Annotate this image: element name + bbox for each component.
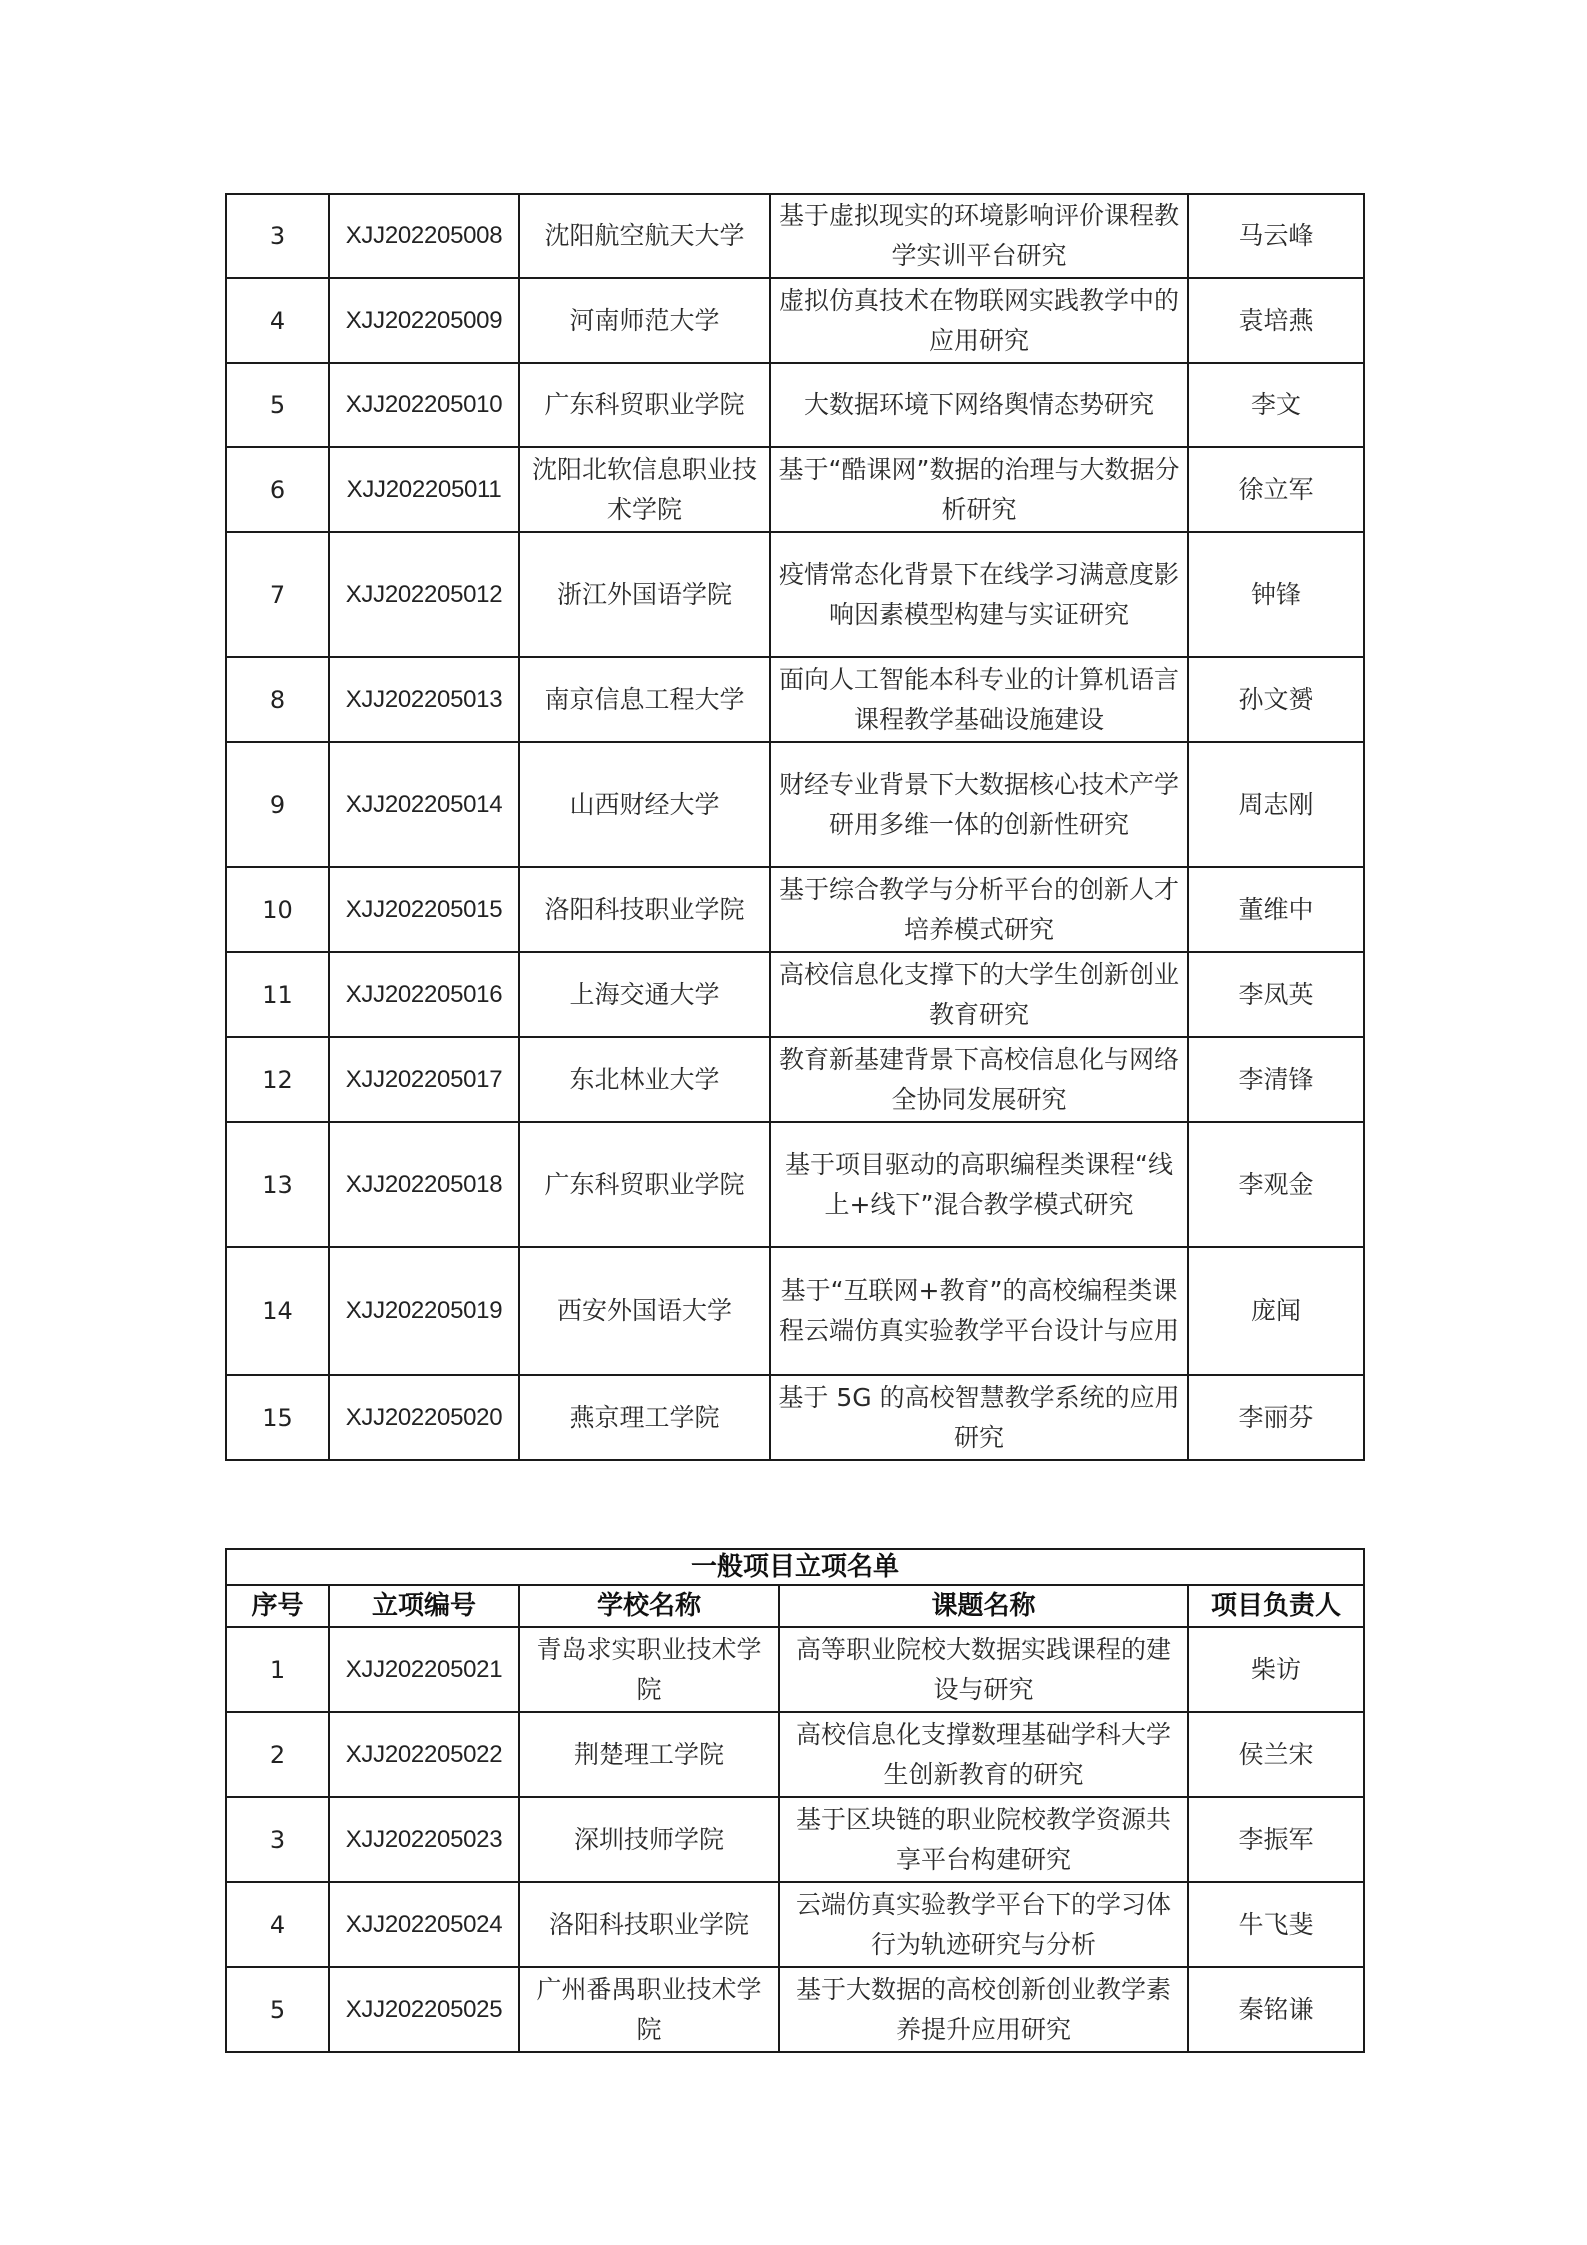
table-row [226,742,1364,867]
school-name-cell: 西安外国语大学 [519,1247,770,1375]
project-code-cell: XJJ202205018 [329,1122,519,1247]
project-code-cell: XJJ202205011 [329,447,519,532]
school-name-cell: 浙江外国语学院 [519,532,770,657]
topic-name-cell: 基于综合教学与分析平台的创新人才培养模式研究 [770,867,1188,952]
project-code-cell: XJJ202205010 [329,363,519,447]
project-code-cell: XJJ202205017 [329,1037,519,1122]
project-leader-cell: 周志刚 [1188,742,1364,867]
project-code-cell: XJJ202205008 [329,194,519,278]
project-leader-cell: 袁培燕 [1188,278,1364,363]
project-code-cell: XJJ202205014 [329,742,519,867]
table-row [226,447,1364,532]
topic-name-cell: 基于虚拟现实的环境影响评价课程教学实训平台研究 [770,194,1188,278]
table-title: 一般项目立项名单 [226,1549,1364,1585]
school-name-cell: 青岛求实职业技术学院 [519,1627,779,1712]
school-name-cell: 沈阳北软信息职业技术学院 [519,447,770,532]
header-serial-number: 序号 [226,1585,329,1627]
header-topic-name: 课题名称 [779,1585,1188,1627]
serial-number-cell: 10 [226,867,329,952]
serial-number-cell: 11 [226,952,329,1037]
project-code-cell: XJJ202205019 [329,1247,519,1375]
project-leader-cell: 徐立军 [1188,447,1364,532]
project-code-cell: XJJ202205020 [329,1375,519,1460]
project-code-cell: XJJ202205025 [329,1967,519,2052]
header-project-code: 立项编号 [329,1585,519,1627]
project-code-cell: XJJ202205013 [329,657,519,742]
project-leader-cell: 李凤英 [1188,952,1364,1037]
project-code-cell: XJJ202205012 [329,532,519,657]
project-leader-cell: 李观金 [1188,1122,1364,1247]
serial-number-cell: 4 [226,278,329,363]
table-row [226,278,1364,363]
table-row [226,657,1364,742]
project-leader-cell: 李振军 [1188,1797,1364,1882]
topic-name-cell: 基于 5G 的高校智慧教学系统的应用研究 [770,1375,1188,1460]
table-header-row [226,1585,1364,1627]
project-leader-cell: 钟锋 [1188,532,1364,657]
school-name-cell: 上海交通大学 [519,952,770,1037]
topic-name-cell: 虚拟仿真技术在物联网实践教学中的应用研究 [770,278,1188,363]
table-row [226,532,1364,657]
project-leader-cell: 牛飞斐 [1188,1882,1364,1967]
serial-number-cell: 3 [226,1797,329,1882]
school-name-cell: 深圳技师学院 [519,1797,779,1882]
header-school-name: 学校名称 [519,1585,779,1627]
school-name-cell: 洛阳科技职业学院 [519,867,770,952]
table-row [226,867,1364,952]
topic-name-cell: 大数据环境下网络舆情态势研究 [770,363,1188,447]
serial-number-cell: 5 [226,363,329,447]
serial-number-cell: 6 [226,447,329,532]
topic-name-cell: 财经专业背景下大数据核心技术产学研用多维一体的创新性研究 [770,742,1188,867]
table-row [226,1967,1364,2052]
school-name-cell: 河南师范大学 [519,278,770,363]
project-leader-cell: 李清锋 [1188,1037,1364,1122]
project-leader-cell: 柴访 [1188,1627,1364,1712]
serial-number-cell: 8 [226,657,329,742]
project-code-cell: XJJ202205015 [329,867,519,952]
topic-name-cell: 面向人工智能本科专业的计算机语言课程教学基础设施建设 [770,657,1188,742]
topic-name-cell: 教育新基建背景下高校信息化与网络全协同发展研究 [770,1037,1188,1122]
serial-number-cell: 12 [226,1037,329,1122]
table-row [226,952,1364,1037]
topic-name-cell: 基于项目驱动的高职编程类课程“线上+线下”混合教学模式研究 [770,1122,1188,1247]
school-name-cell: 沈阳航空航天大学 [519,194,770,278]
serial-number-cell: 7 [226,532,329,657]
serial-number-cell: 9 [226,742,329,867]
table-row [226,194,1364,278]
school-name-cell: 南京信息工程大学 [519,657,770,742]
topic-name-cell: 疫情常态化背景下在线学习满意度影响因素模型构建与实证研究 [770,532,1188,657]
project-leader-cell: 侯兰宋 [1188,1712,1364,1797]
school-name-cell: 广东科贸职业学院 [519,1122,770,1247]
project-leader-cell: 董维中 [1188,867,1364,952]
header-project-leader: 项目负责人 [1188,1585,1364,1627]
topic-name-cell: 高等职业院校大数据实践课程的建设与研究 [779,1627,1188,1712]
topic-name-cell: 高校信息化支撑下的大学生创新创业教育研究 [770,952,1188,1037]
project-code-cell: XJJ202205022 [329,1712,519,1797]
table-row [226,1037,1364,1122]
topic-name-cell: 云端仿真实验教学平台下的学习体行为轨迹研究与分析 [779,1882,1188,1967]
school-name-cell: 山西财经大学 [519,742,770,867]
project-code-cell: XJJ202205021 [329,1627,519,1712]
table-title-row [226,1549,1364,1585]
serial-number-cell: 3 [226,194,329,278]
project-code-cell: XJJ202205023 [329,1797,519,1882]
school-name-cell: 广州番禺职业技术学院 [519,1967,779,2052]
school-name-cell: 燕京理工学院 [519,1375,770,1460]
table-row [226,1247,1364,1375]
table-row [226,1712,1364,1797]
school-name-cell: 荆楚理工学院 [519,1712,779,1797]
topic-name-cell: 基于“互联网+教育”的高校编程类课程云端仿真实验教学平台设计与应用 [770,1247,1188,1375]
project-leader-cell: 秦铭谦 [1188,1967,1364,2052]
project-leader-cell: 马云峰 [1188,194,1364,278]
project-table-continued [225,193,1365,1461]
project-leader-cell: 李丽芬 [1188,1375,1364,1460]
serial-number-cell: 2 [226,1712,329,1797]
table-row [226,1122,1364,1247]
school-name-cell: 东北林业大学 [519,1037,770,1122]
topic-name-cell: 基于“酷课网”数据的治理与大数据分析研究 [770,447,1188,532]
project-code-cell: XJJ202205009 [329,278,519,363]
project-leader-cell: 孙文赟 [1188,657,1364,742]
serial-number-cell: 4 [226,1882,329,1967]
topic-name-cell: 高校信息化支撑数理基础学科大学生创新教育的研究 [779,1712,1188,1797]
school-name-cell: 广东科贸职业学院 [519,363,770,447]
topic-name-cell: 基于大数据的高校创新创业教学素养提升应用研究 [779,1967,1188,2052]
serial-number-cell: 13 [226,1122,329,1247]
school-name-cell: 洛阳科技职业学院 [519,1882,779,1967]
general-project-table [225,1548,1365,2053]
serial-number-cell: 15 [226,1375,329,1460]
serial-number-cell: 1 [226,1627,329,1712]
serial-number-cell: 14 [226,1247,329,1375]
table-row [226,363,1364,447]
table-row [226,1627,1364,1712]
project-code-cell: XJJ202205016 [329,952,519,1037]
project-leader-cell: 庞闻 [1188,1247,1364,1375]
project-leader-cell: 李文 [1188,363,1364,447]
project-code-cell: XJJ202205024 [329,1882,519,1967]
table-row [226,1797,1364,1882]
topic-name-cell: 基于区块链的职业院校教学资源共享平台构建研究 [779,1797,1188,1882]
table-row [226,1882,1364,1967]
table-row [226,1375,1364,1460]
serial-number-cell: 5 [226,1967,329,2052]
